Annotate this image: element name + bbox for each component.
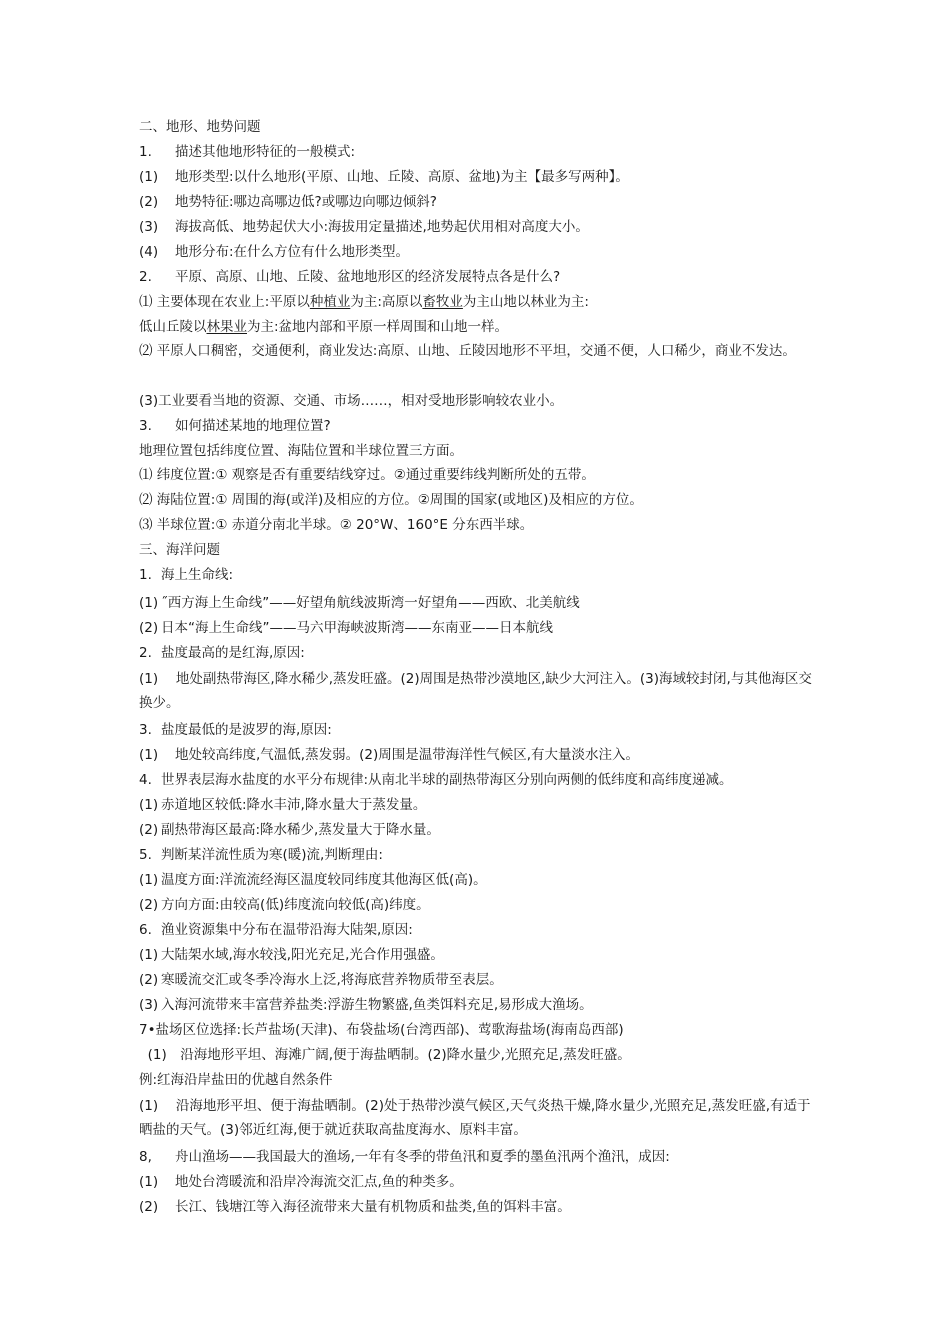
paragraph-line: (3)工业要看当地的资源、交通、市场……，相对受地形影响较农业小。 xyxy=(139,393,564,409)
list-item: (4) 地形分布:在什么方位有什么地形类型。 xyxy=(139,244,410,260)
list-item: (3) 海拔高低、地势起伏大小:海拔用定量描述,地势起伏用相对高度大小。 xyxy=(139,219,589,235)
section-heading: 三、海洋问题 xyxy=(139,542,220,558)
paragraph-line: ⑵ 平原人口稠密，交通便利，商业发达:高原、山地、丘陵因地形不平坦，交通不便，人口稀少，商业不发达。 xyxy=(139,343,796,359)
list-item: (1) 地处台湾暖流和沿岸冷海流交汇点,鱼的种类多。 xyxy=(139,1174,463,1190)
paragraph-line: 地理位置包括纬度位置、海陆位置和半球位置三方面。 xyxy=(139,443,463,459)
list-item: 2. 盐度最高的是红海,原因: xyxy=(139,645,305,661)
list-item: (1) 赤道地区较低:降水丰沛,降水量大于蒸发量。 xyxy=(139,797,427,813)
list-item: (1) 大陆架水域,海水较浅,阳光充足,光合作用强盛。 xyxy=(139,947,444,963)
list-item: (1) ˝西方海上生命线”——好望角航线波斯湾一好望角——西欧、北美航线 xyxy=(139,595,580,611)
list-item: 1. 描述其他地形特征的一般模式: xyxy=(139,144,356,160)
list-item: (2) 方向方面:由较高(低)纬度流向较低(高)纬度。 xyxy=(139,897,430,913)
list-item: 3. 盐度最低的是波罗的海,原因: xyxy=(139,722,332,738)
paragraph-line: (1) 地处副热带海区,降水稀少,蒸发旺盛。(2)周围是热带沙漠地区,缺少大河注入。(3)海域较封闭,与其他海区交换少。 xyxy=(139,671,812,711)
paragraph-line: ⑶ 半球位置:① 赤道分南北半球。② 20°W、160°E 分东西半球。 xyxy=(139,517,534,533)
list-item: (2) 副热带海区最高:降水稀少,蒸发量大于降水量。 xyxy=(139,822,440,838)
section-heading: 二、地形、地势问题 xyxy=(139,119,261,135)
list-item: 5. 判断某洋流性质为寒(暖)流,判断理由: xyxy=(139,847,383,863)
list-item: 1. 海上生命线: xyxy=(139,567,234,583)
paragraph-line: (1) 沿海地形平坦、海滩广阔,便于海盐晒制。(2)降水量少,光照充足,蒸发旺盛。 xyxy=(139,1047,631,1063)
list-item: 2. 平原、高原、山地、丘陵、盆地地形区的经济发展特点各是什么? xyxy=(139,269,561,285)
list-item: 6. 渔业资源集中分布在温带沿海大陆架,原因: xyxy=(139,922,413,938)
paragraph-line: 7•盐场区位选择:长芦盐场(天津)、布袋盐场(台湾西部)、莺歌海盐场(海南岛西部) xyxy=(139,1022,624,1038)
list-item: (1) 温度方面:洋流流经海区温度较同纬度其他海区低(高)。 xyxy=(139,872,487,888)
paragraph-line: (1) 沿海地形平坦、便于海盐晒制。(2)处于热带沙漠气候区,天气炎热干燥,降水量少,光照充足,蒸发旺盛,有适于晒盐的天气。(3)邻近红海,便于就近获取高盐度海水、原料丰富。 xyxy=(139,1098,811,1138)
list-item: (2) 长江、钱塘江等入海径流带来大量有机物质和盐类,鱼的饵料丰富。 xyxy=(139,1199,571,1215)
list-item: (2) 地势特征:哪边高哪边低?或哪边向哪边倾斜? xyxy=(139,194,437,210)
list-item: (3) 入海河流带来丰富营养盐类:浮游生物繁盛,鱼类饵料充足,易形成大渔场。 xyxy=(139,997,593,1013)
list-item: (1) 地形类型:以什么地形(平原、山地、丘陵、高原、盆地)为主【最多写两种】。 xyxy=(139,169,629,185)
list-item: (2) 日本“海上生命线”——马六甲海峡波斯湾——东南亚——日本航线 xyxy=(139,620,553,636)
paragraph-line: ⑴ 主要体现在农业上:平原以种植业为主:高原以畜牧业为主山地以林业为主: xyxy=(139,294,589,310)
paragraph-line: ⑵ 海陆位置:① 周围的海(或洋)及相应的方位。②周围的国家(或地区)及相应的方位。 xyxy=(139,492,643,508)
list-item: (1) 地处较高纬度,气温低,蒸发弱。(2)周围是温带海洋性气候区,有大量淡水注入。 xyxy=(139,747,639,763)
paragraph-line: ⑴ 纬度位置:① 观察是否有重要结线穿过。②通过重要纬线判断所处的五带。 xyxy=(139,467,595,483)
paragraph-line: 低山丘陵以林果业为主:盆地内部和平原一样周围和山地一样。 xyxy=(139,319,509,335)
list-item: 4. 世界表层海水盐度的水平分布规律:从南北半球的副热带海区分别向两侧的低纬度和高纬度递减。 xyxy=(139,772,733,788)
list-item: 3. 如何描述某地的地理位置? xyxy=(139,418,331,434)
list-item: (2) 寒暖流交汇或冬季冷海水上泛,将海底营养物质带至表层。 xyxy=(139,972,503,988)
paragraph-line: 例:红海沿岸盐田的优越自然条件 xyxy=(139,1072,333,1088)
list-item: 8, 舟山渔场——我国最大的渔场,一年有冬季的带鱼汛和夏季的墨鱼汛两个渔汛，成因: xyxy=(139,1149,670,1165)
